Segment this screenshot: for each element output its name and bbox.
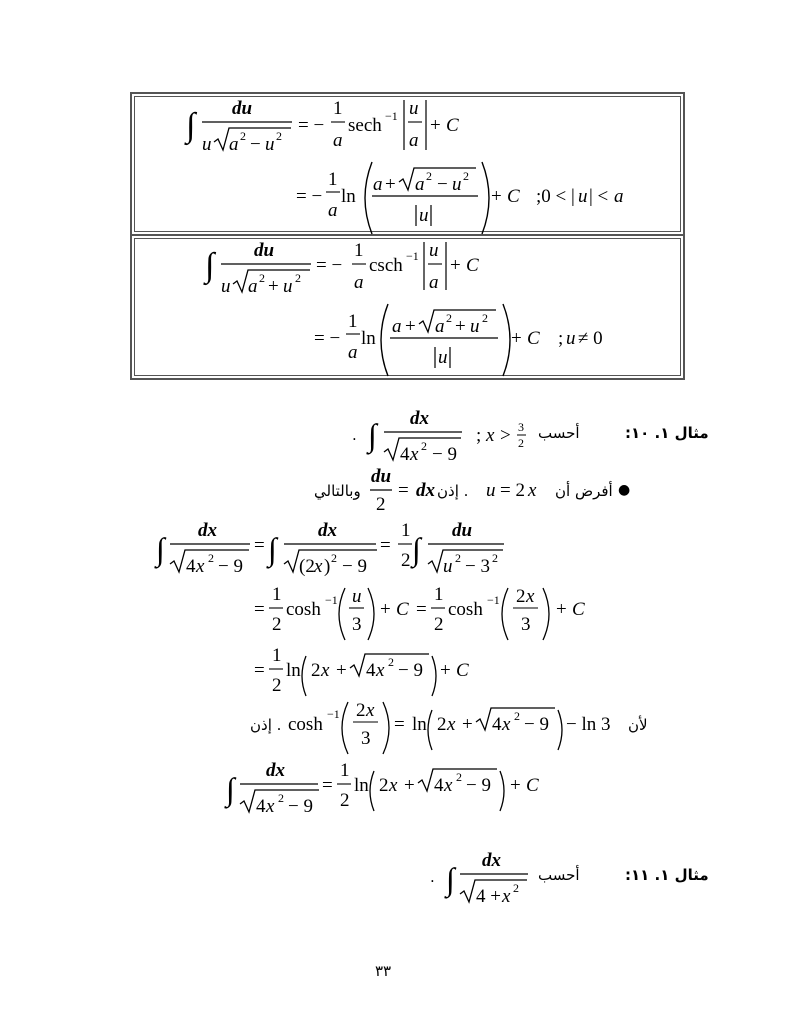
svg-text:1: 1 [354,240,364,261]
svg-text:∫: ∫ [205,247,215,284]
svg-text:+: + [455,316,466,337]
svg-text:3: 3 [521,614,531,635]
svg-text:C: C [526,775,539,796]
svg-text:a: a [354,272,364,293]
example10-end-mark: . [352,426,357,444]
svg-text:4: 4 [400,444,410,465]
svg-text:2: 2 [401,550,411,571]
svg-text:a: a [435,316,445,337]
svg-text:x: x [266,796,275,817]
svg-text:cosh: cosh [448,599,483,620]
svg-text:2: 2 [272,614,282,635]
svg-text:dx: dx [266,760,285,781]
svg-text:x: x [444,775,453,796]
svg-text:− ln 3: − ln 3 [566,714,611,735]
svg-text:− 9: − 9 [466,775,491,796]
svg-text:2: 2 [456,770,462,784]
svg-text:4: 4 [492,714,502,735]
svg-text:−1: −1 [327,707,340,721]
svg-text:2: 2 [513,881,519,895]
svg-text:x: x [314,556,323,577]
svg-text:a: a [373,174,383,195]
svg-text:x: x [196,556,205,577]
svg-text:= −: = − [314,328,341,349]
svg-text:ln: ln [354,775,369,796]
svg-text:C: C [572,599,585,620]
svg-text:x: x [376,660,385,681]
svg-text:u: u [443,556,453,577]
svg-text:2: 2 [356,700,366,721]
svg-text:x: x [366,700,375,721]
svg-text:2: 2 [376,494,386,515]
svg-text:4: 4 [434,775,444,796]
svg-text:− 9: − 9 [524,714,549,735]
svg-text:dx: dx [482,850,501,871]
svg-text:=: = [380,535,391,556]
svg-text:u: u [438,347,448,368]
svg-text:dx: dx [318,520,337,541]
svg-text:≠ 0: ≠ 0 [578,328,603,349]
svg-text:∫: ∫ [412,531,421,567]
svg-text:du: du [371,466,392,487]
hence-text: . إذن [250,716,282,734]
svg-text:ln: ln [341,186,356,207]
identity-math [288,700,611,754]
svg-text:a: a [328,200,338,221]
svg-text:1: 1 [328,169,338,190]
svg-text:u: u [429,240,439,261]
svg-text:x: x [389,775,398,796]
svg-text:du: du [254,240,275,261]
svg-text:=: = [254,660,265,681]
svg-text:2: 2 [311,660,321,681]
svg-text:x: x [486,425,495,446]
svg-text:∫: ∫ [368,417,377,453]
svg-text:2: 2 [388,655,394,669]
svg-text:(2: (2 [299,556,315,577]
svg-text:4: 4 [186,556,196,577]
derivation-line1 [154,520,504,577]
svg-text:C: C [466,255,479,276]
svg-text:+: + [440,660,451,681]
svg-text:a: a [333,130,343,151]
svg-text:2: 2 [272,675,282,696]
svg-text:+: + [404,775,415,796]
svg-text:a: a [409,130,419,151]
svg-text:2: 2 [240,129,246,143]
svg-text:2: 2 [434,614,444,635]
svg-text:;: ; [558,328,564,349]
derivation-line2 [254,584,585,640]
svg-text:+: + [450,255,461,276]
svg-text:2: 2 [492,551,498,565]
svg-text:a: a [614,186,624,207]
svg-text:>: > [500,425,511,446]
svg-text:1: 1 [340,760,350,781]
svg-text:3: 3 [352,614,362,635]
svg-text:− 9: − 9 [398,660,423,681]
svg-text:dx: dx [416,480,435,501]
svg-text:=: = [398,480,409,501]
svg-text:−: − [437,174,448,195]
svg-text:C: C [527,328,540,349]
svg-text:x: x [502,714,511,735]
svg-text:∫: ∫ [268,531,277,567]
svg-text:−1: −1 [385,109,398,123]
svg-text:=: = [254,599,265,620]
svg-text:4: 4 [366,660,376,681]
svg-text:3: 3 [361,728,371,749]
svg-text:∫: ∫ [446,861,455,897]
svg-text:u: u [578,186,588,207]
because-text: لأن [628,716,648,734]
svg-text:2: 2 [446,311,452,325]
svg-text:u: u [202,134,212,155]
svg-text:ln: ln [361,328,376,349]
svg-text:− 9: − 9 [288,796,313,817]
svg-text:= −: = − [316,255,343,276]
svg-text:2: 2 [437,714,447,735]
svg-text:ln: ln [412,714,427,735]
svg-text:+: + [268,276,279,297]
therefore-text: وبالتالي [314,482,361,500]
svg-text:u: u [566,328,576,349]
svg-text:∫: ∫ [186,107,196,144]
svg-text:2: 2 [426,169,432,183]
svg-text:x: x [447,714,456,735]
svg-text:2: 2 [208,551,214,565]
svg-text:1: 1 [272,584,282,605]
row2-formula [203,240,603,376]
svg-text:2: 2 [278,791,284,805]
svg-text:2: 2 [331,551,337,565]
svg-text:du: du [232,98,253,119]
page-number: ٣٣ [375,962,392,980]
svg-text:a: a [429,272,439,293]
svg-text:sech: sech [348,115,382,136]
svg-text:u: u [221,276,231,297]
svg-text:+: + [405,316,416,337]
svg-text:x: x [502,886,511,907]
svg-text:− 3: − 3 [465,556,490,577]
svg-text:∫: ∫ [156,531,165,567]
svg-text:−1: −1 [487,593,500,607]
svg-text:du: du [452,520,473,541]
svg-text:2: 2 [421,439,427,453]
svg-text:1: 1 [333,98,343,119]
example11-end-mark: . [430,868,435,886]
svg-text:1: 1 [401,520,411,541]
svg-text:−1: −1 [325,593,338,607]
svg-text:2: 2 [518,436,524,450]
svg-text:+: + [510,775,521,796]
bullet-icon: ● [618,482,631,498]
example10-label: مثال ١. ١٠: [625,424,709,442]
svg-text:dx: dx [198,520,217,541]
svg-text:=: = [254,535,265,556]
svg-text:csch: csch [369,255,403,276]
derivation-line3 [254,645,469,696]
svg-text:C: C [507,186,520,207]
svg-text:a: a [348,342,358,363]
svg-text:= 2: = 2 [500,480,525,501]
then-text: . إذن [437,482,469,500]
svg-text:1: 1 [348,311,358,332]
assume-text: أفرض أن [555,482,613,500]
svg-text:| <: | < [589,186,609,207]
svg-text:u: u [409,98,419,119]
svg-text:+: + [462,714,473,735]
svg-text:+: + [430,115,441,136]
svg-text:=: = [322,775,333,796]
svg-text:2: 2 [463,169,469,183]
svg-text:2: 2 [482,311,488,325]
svg-text:u: u [265,134,275,155]
svg-text:a: a [415,174,425,195]
svg-text:u: u [452,174,462,195]
svg-text:cosh: cosh [288,714,323,735]
svg-text:C: C [456,660,469,681]
svg-text:2: 2 [276,129,282,143]
row1-formula [184,98,624,234]
svg-text:+: + [336,660,347,681]
svg-text:3: 3 [518,420,524,434]
svg-text:u: u [352,586,362,607]
svg-text:2: 2 [516,586,526,607]
svg-text:+: + [385,174,396,195]
final-result-math [224,760,539,817]
svg-text:4: 4 [256,796,266,817]
svg-text:=: = [394,714,405,735]
svg-text:x: x [410,444,419,465]
svg-text:= −: = − [298,115,325,136]
svg-text:C: C [446,115,459,136]
example11-verb: أحسب [538,866,580,884]
svg-text:u: u [486,480,496,501]
svg-text:=: = [416,599,427,620]
svg-text:∫: ∫ [226,771,235,807]
example10-verb: أحسب [538,424,580,442]
svg-text:+: + [491,186,502,207]
svg-text:1: 1 [434,584,444,605]
svg-text:−: − [250,134,261,155]
svg-text:= −: = − [296,186,323,207]
svg-text:− 9: − 9 [218,556,243,577]
svg-text:− 9: − 9 [342,556,367,577]
svg-text:2: 2 [340,790,350,811]
example10-math [366,408,526,465]
svg-text:1: 1 [272,645,282,666]
svg-text:+: + [556,599,567,620]
svg-text:2: 2 [259,271,265,285]
svg-text:u: u [419,205,429,226]
svg-text:2: 2 [295,271,301,285]
svg-text:C: C [396,599,409,620]
svg-text:a: a [392,316,402,337]
svg-text:;0 < |: ;0 < | [536,186,575,207]
svg-text:2: 2 [379,775,389,796]
svg-text:u: u [470,316,480,337]
svg-text:): ) [324,556,331,577]
svg-text:−1: −1 [406,249,419,263]
svg-text:ln: ln [286,660,301,681]
svg-text:+: + [380,599,391,620]
svg-text:+: + [511,328,522,349]
svg-text:u: u [283,276,293,297]
svg-text:dx: dx [410,408,429,429]
svg-text:cosh: cosh [286,599,321,620]
svg-text:;: ; [476,425,482,446]
svg-text:4 +: 4 + [476,886,501,907]
svg-text:x: x [321,660,330,681]
svg-text:a: a [229,134,239,155]
svg-text:2: 2 [455,551,461,565]
svg-text:x: x [526,586,535,607]
example11-label: مثال ١. ١١: [625,866,709,884]
svg-text:x: x [528,480,537,501]
svg-text:2: 2 [514,709,520,723]
svg-text:a: a [248,276,258,297]
example11-math [444,850,528,907]
svg-text:− 9: − 9 [432,444,457,465]
